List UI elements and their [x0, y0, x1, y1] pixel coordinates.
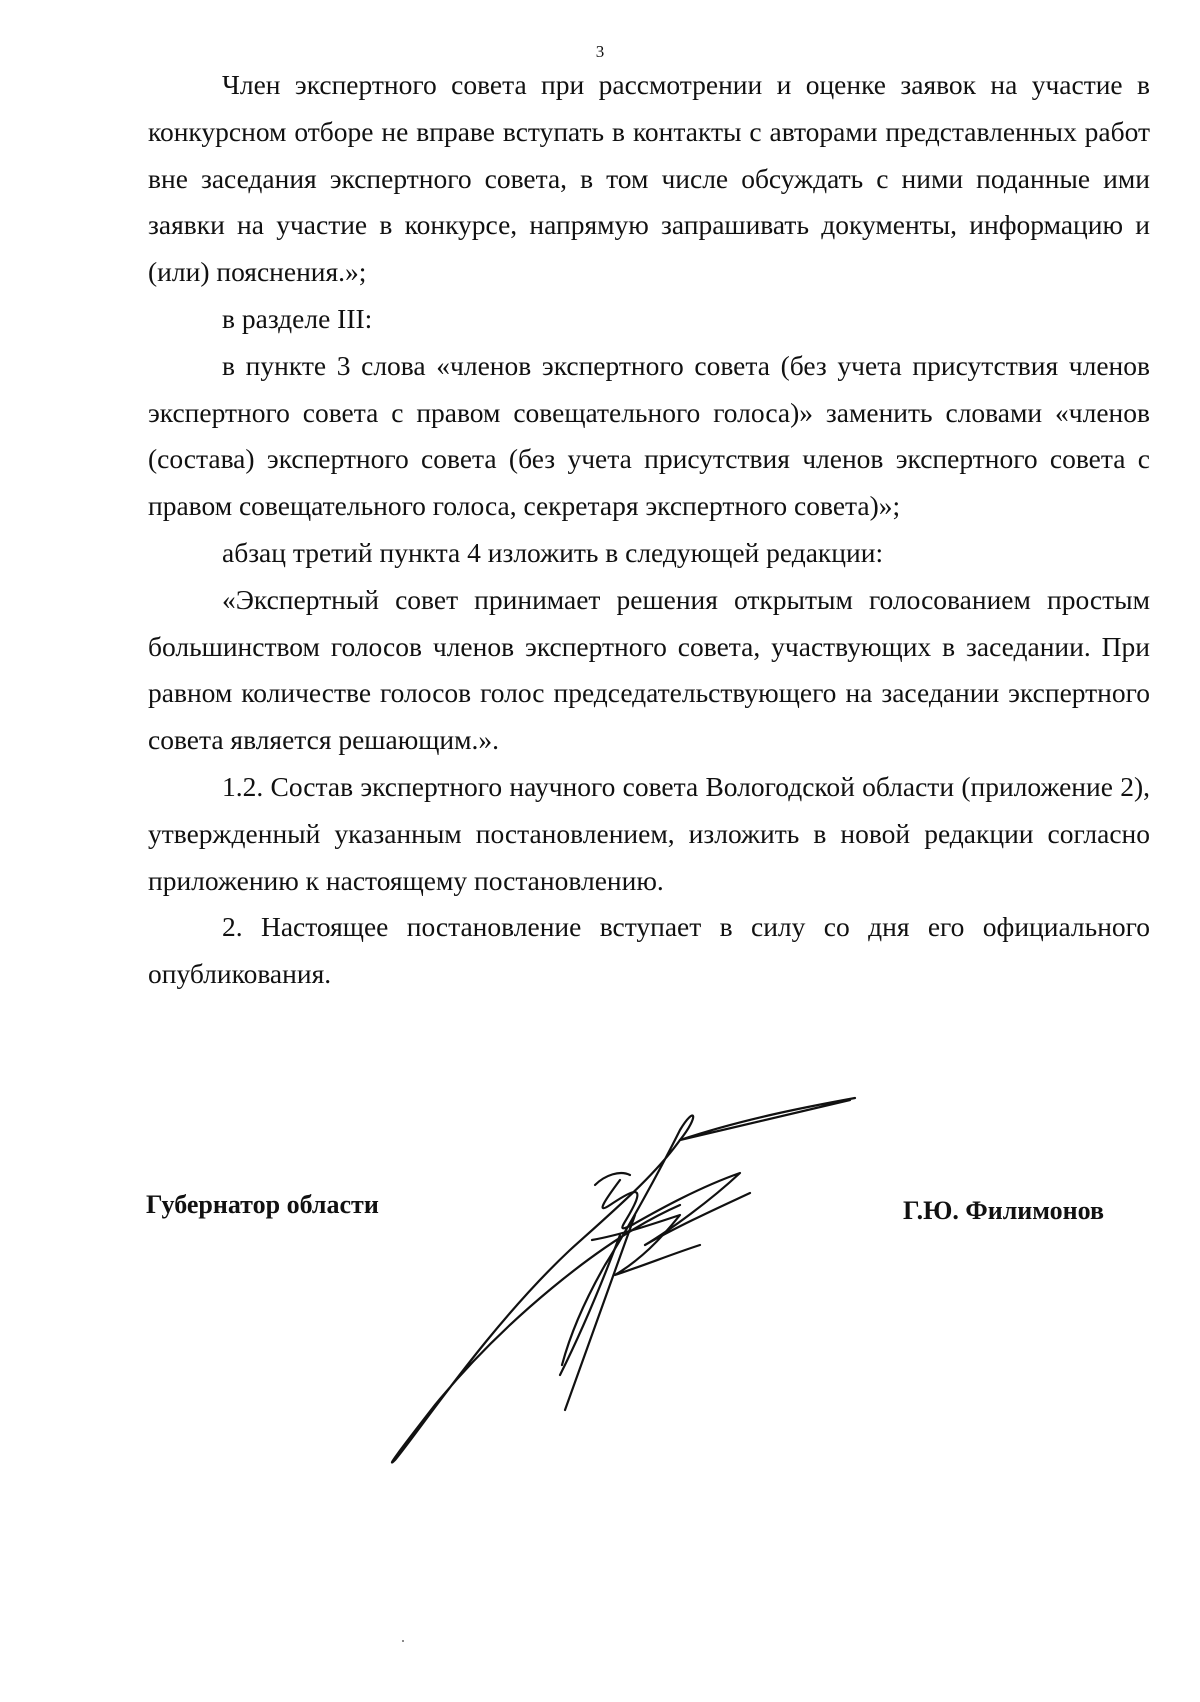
scan-speck: [402, 1640, 404, 1642]
handwritten-signature: [380, 1075, 940, 1475]
paragraph-section-iii: в разделе III:: [222, 302, 373, 334]
signer-name: Г.Ю. Филимонов: [903, 1196, 1105, 1225]
paragraph-2-entry-into-force: 2. Настоящее постановление вступает в силу со дня его официального опубликования.: [148, 911, 1150, 990]
signer-position-title: Губернатор области: [146, 1190, 379, 1219]
page-number: 3: [595, 42, 605, 61]
paragraph-voting-rule: «Экспертный совет принимает решения открытым голосованием простым большинством голосов членов экспертного совета, участвующих в заседании. При равном количестве голосов голос председательствующего на заседании экспертного совета является решающим.».: [148, 583, 1150, 756]
paragraph-expert-contact-rule: Член экспертного совета при рассмотрении и оценке заявок на участие в конкурсном отборе не вправе вступать в контакты с авторами представленных работ вне заседания экспертного совета, в том числе обсуждать с ними поданные ими заявки на участие в конкурсе, напрямую запрашивать документы, информацию и (или) пояснения.»;: [148, 69, 1150, 288]
paragraph-point-4-intro: абзац третий пункта 4 изложить в следующей редакции:: [222, 536, 884, 568]
paragraph-point-3-amendment: в пункте 3 слова «членов экспертного совета (без учета присутствия членов экспертного совета с правом совещательного голоса)» заменить словами «членов (состава) экспертного совета (без учета присутствия членов экспертного совета с правом совещательного голоса, секретаря экспертного совета)»;: [148, 349, 1150, 522]
document-body: [148, 62, 1150, 998]
paragraph-1-2-composition: 1.2. Состав экспертного научного совета Вологодской области (приложение 2), утвержденный указанным постановлением, изложить в новой редакции согласно приложению к настоящему постановлению.: [148, 770, 1150, 896]
